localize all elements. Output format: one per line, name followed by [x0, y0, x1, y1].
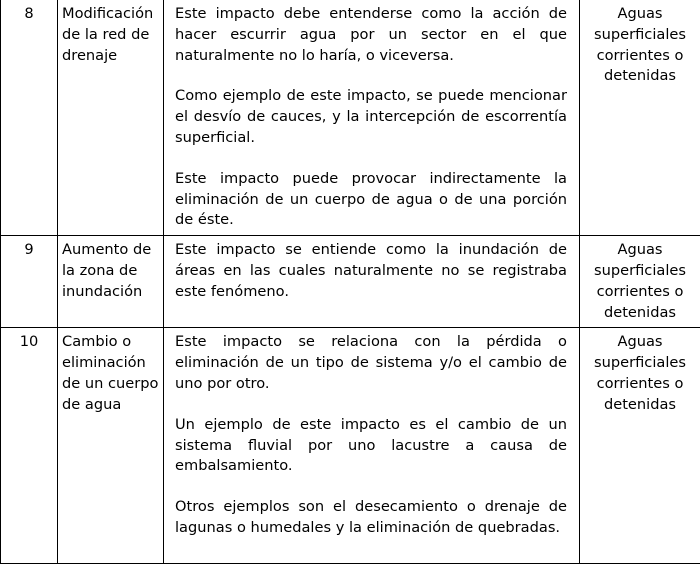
table-row — [1, 328, 700, 564]
impact-description — [164, 0, 580, 236]
impact-name: Modificación de la red de drenaje — [58, 0, 164, 236]
description-paragraph: Este impacto se entiende como la inundación de áreas en las cuales naturalmente no se registraba este fenómeno. — [175, 241, 567, 300]
impact-description — [164, 328, 580, 564]
description-paragraph: Este impacto puede provocar indirectamente la eliminación de un cuerpo de agua o de una porción de éste. — [175, 169, 567, 229]
description-paragraph: Un ejemplo de este impacto es el cambio de un sistema fluvial por uno lacustre a causa de embalsamiento. — [175, 415, 567, 475]
impact-description — [164, 236, 580, 328]
description-paragraph: Otros ejemplos son el desecamiento o drenaje de lagunas o humedales y la eliminación de quebradas. — [175, 498, 567, 536]
water-body-type: Aguas superficiales corrientes o detenidas — [580, 0, 700, 236]
impact-name: Aumento de la zona de inundación — [58, 236, 164, 328]
water-body-type: Aguas superficiales corrientes o detenidas — [580, 236, 700, 328]
impact-number: 9 — [1, 236, 58, 328]
impact-number: 8 — [1, 0, 58, 236]
table-row — [1, 0, 700, 236]
water-body-type: Aguas superficiales corrientes o detenidas — [580, 328, 700, 564]
description-paragraph: Este impacto se relaciona con la pérdida o eliminación de un tipo de sistema y/o el cambio de uno por otro. — [175, 333, 567, 392]
impact-name: Cambio o eliminación de un cuerpo de agua — [58, 328, 164, 564]
description-paragraph: Como ejemplo de este impacto, se puede mencionar el desvío de cauces, y la intercepción de escorrentía superficial. — [175, 87, 567, 146]
description-paragraph: Este impacto debe entenderse como la acción de hacer escurrir agua por un sector en el que naturalmente no lo haría, o viceversa. — [175, 5, 567, 64]
table-row — [1, 236, 700, 328]
impact-number: 10 — [1, 328, 58, 564]
